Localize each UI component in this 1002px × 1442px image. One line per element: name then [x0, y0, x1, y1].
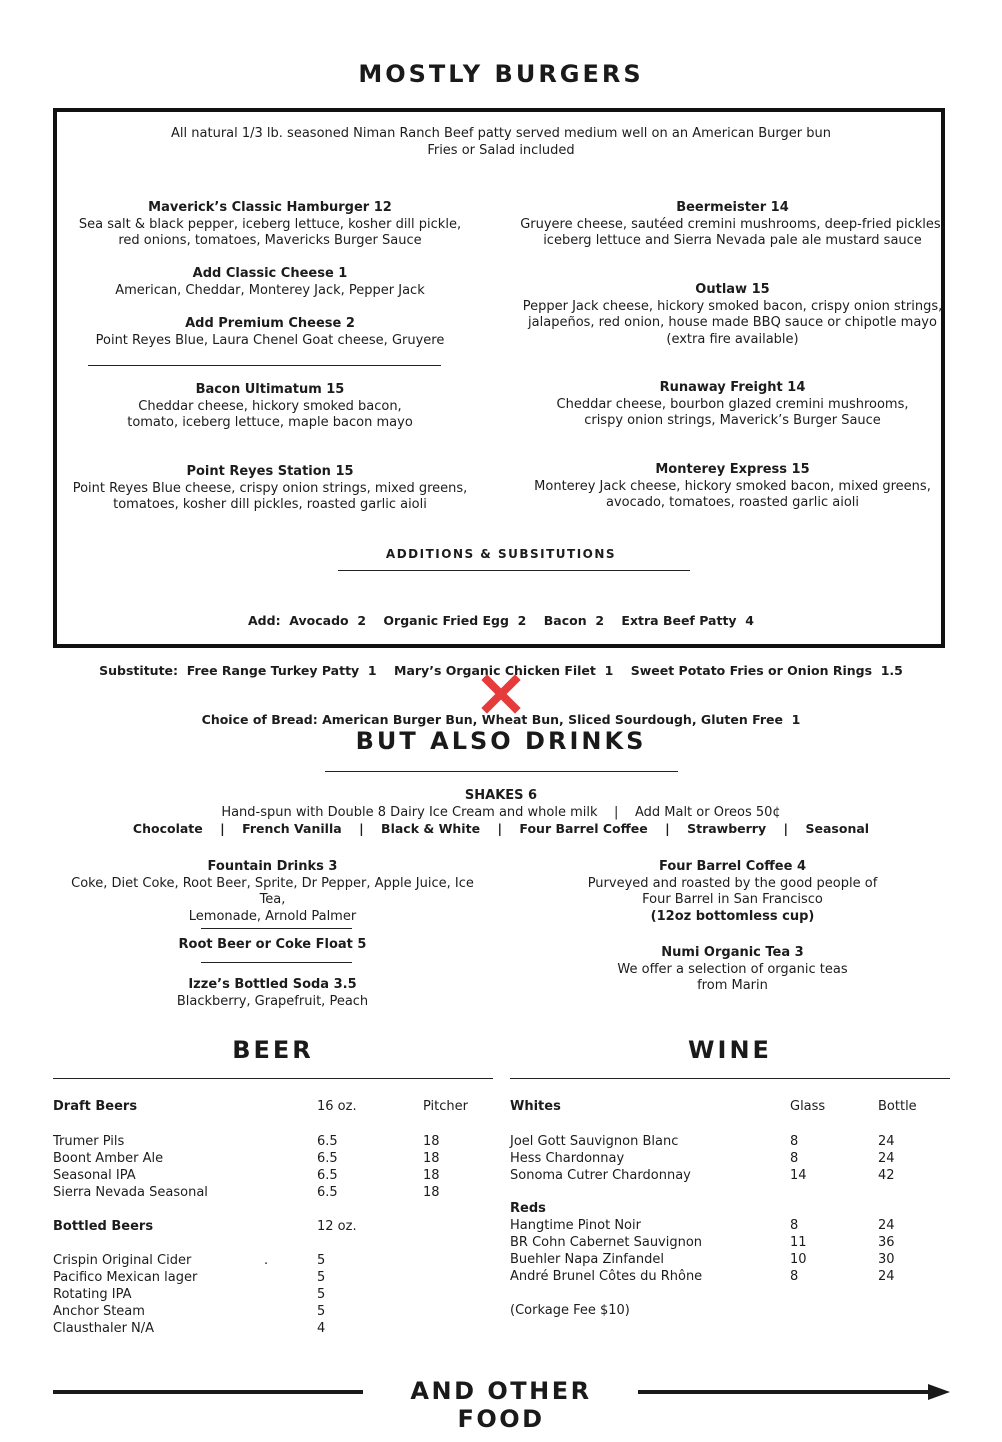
menu-item-desc: (extra fire available)	[666, 331, 799, 347]
table-row	[53, 1286, 493, 1303]
beer-name: Boont Amber Ale	[53, 1151, 164, 1166]
beer-price: 6.5	[317, 1168, 338, 1183]
menu-item-name: Point Reyes Station 15	[186, 464, 354, 479]
table-row	[510, 1133, 950, 1150]
menu-item-name: Add Classic Cheese 1	[192, 266, 348, 281]
menu-item-name: Beermeister 14	[676, 200, 789, 215]
beer-price: 4	[317, 1321, 326, 1336]
burgers-title: MOSTLY BURGERS	[358, 60, 644, 88]
table-row	[510, 1268, 950, 1285]
wine-glass: 8	[790, 1269, 799, 1284]
menu-item-desc: Point Reyes Blue cheese, crispy onion strings, mixed greens,	[72, 480, 468, 496]
beer-price: 6.5	[317, 1185, 338, 1200]
wine-name: Hess Chardonnay	[510, 1151, 625, 1166]
menu-item-desc: Monterey Jack cheese, hickory smoked bacon, mixed greens,	[534, 478, 931, 494]
divider	[53, 1078, 493, 1079]
wine-glass: 8	[790, 1218, 799, 1233]
shakes-flavors: Chocolate | French Vanilla | Black & White | Four Barrel Coffee | Strawberry | Seasonal	[132, 821, 870, 836]
additions-list	[60, 580, 942, 745]
menu-item-desc: tomatoes, kosher dill pickles, roasted garlic aioli	[113, 497, 427, 512]
wine-glass: 8	[790, 1134, 799, 1149]
table-header	[510, 1200, 950, 1217]
table-row	[53, 1320, 493, 1337]
menu-item	[70, 316, 470, 349]
header-cell: Whites	[510, 1099, 561, 1114]
wine-bottle: 36	[878, 1235, 895, 1250]
menu-item-name: Monterey Express 15	[655, 462, 810, 477]
menu-item-name: Izze’s Bottled Soda 3.5	[188, 977, 357, 992]
menu-item-desc: Pepper Jack cheese, hickory smoked bacon, crispy onion strings,	[522, 298, 943, 314]
menu-item	[520, 282, 945, 348]
x-mark-icon	[481, 674, 521, 714]
beer-price: 5	[317, 1270, 326, 1285]
beer-pitcher: 18	[423, 1134, 440, 1149]
beer-name: Crispin Original Cider	[53, 1253, 192, 1268]
table-row	[510, 1167, 950, 1184]
menu-item-name: Root Beer or Coke Float 5	[178, 937, 367, 952]
menu-item-name: Four Barrel Coffee 4	[659, 859, 806, 874]
table-header	[53, 1098, 493, 1115]
divider	[510, 1078, 950, 1079]
menu-item-desc: red onions, tomatoes, Mavericks Burger Sauce	[118, 233, 422, 248]
menu-item-desc: We offer a selection of organic teas	[617, 961, 848, 977]
header-cell: Bottled Beers	[53, 1219, 154, 1234]
header-cell: 12 oz.	[317, 1219, 357, 1234]
burgers-intro	[60, 126, 942, 159]
beer-title: BEER	[232, 1036, 314, 1064]
header-cell: Reds	[510, 1201, 546, 1216]
divider	[325, 771, 678, 772]
beer-price: 6.5	[317, 1134, 338, 1149]
menu-item	[70, 266, 470, 299]
beer-name: Anchor Steam	[53, 1304, 145, 1319]
table-row	[53, 1184, 493, 1201]
table-row	[53, 1252, 493, 1269]
arrow-right-icon	[638, 1382, 950, 1402]
shakes-title: SHAKES 6	[464, 788, 538, 803]
menu-item	[60, 937, 485, 954]
menu-item-note: (12oz bottomless cup)	[650, 908, 815, 924]
additions-substitute: Substitute: Free Range Turkey Patty 1 Mary’s Organic Chicken Filet 1 Sweet Potato Fries or Onion Rings 1.5	[99, 662, 903, 678]
table-row	[510, 1251, 950, 1268]
divider	[201, 962, 352, 963]
menu-item	[520, 945, 945, 995]
table-row	[510, 1302, 950, 1319]
footer-title: AND OTHER FOOD	[410, 1377, 592, 1433]
menu-item	[60, 464, 480, 514]
drinks-title: BUT ALSO DRINKS	[355, 727, 647, 755]
wine-name: Buehler Napa Zinfandel	[510, 1252, 664, 1267]
menu-item	[70, 382, 470, 432]
wine-name: Sonoma Cutrer Chardonnay	[510, 1168, 691, 1183]
additions-add: Add: Avocado 2 Organic Fried Egg 2 Bacon 2 Extra Beef Patty 4	[248, 613, 754, 628]
stray-mark: .	[264, 1253, 269, 1268]
menu-item-desc: Sea salt & black pepper, iceberg lettuce, kosher dill pickle,	[78, 216, 462, 232]
wine-name: Joel Gott Sauvignon Blanc	[510, 1134, 679, 1149]
header-cell: Bottle	[878, 1099, 917, 1114]
header-cell: Glass	[790, 1099, 826, 1114]
wine-glass: 10	[790, 1252, 807, 1267]
additions-title: ADDITIONS & SUBSITUTIONS	[385, 547, 617, 561]
beer-name: Sierra Nevada Seasonal	[53, 1185, 208, 1200]
table-row	[53, 1133, 493, 1150]
footer-rule-left	[53, 1390, 363, 1394]
divider	[338, 570, 690, 571]
beer-pitcher: 18	[423, 1168, 440, 1183]
menu-item	[520, 200, 945, 250]
wine-title: WINE	[688, 1036, 772, 1064]
menu-item-name: Numi Organic Tea 3	[661, 945, 804, 960]
wine-glass: 14	[790, 1168, 807, 1183]
wine-name: Hangtime Pinot Noir	[510, 1218, 641, 1233]
beer-name: Rotating IPA	[53, 1287, 132, 1302]
beer-name: Clausthaler N/A	[53, 1321, 155, 1336]
additions-bread: Choice of Bread: American Burger Bun, Wheat Bun, Sliced Sourdough, Gluten Free 1	[201, 712, 801, 727]
menu-item-desc: Point Reyes Blue, Laura Chenel Goat cheese, Gruyere	[95, 332, 445, 348]
beer-name: Pacifico Mexican lager	[53, 1270, 198, 1285]
divider	[201, 928, 352, 929]
shakes-desc: Hand-spun with Double 8 Dairy Ice Cream and whole milk | Add Malt or Oreos 50¢	[221, 805, 781, 820]
menu-item-name: Maverick’s Classic Hamburger 12	[148, 200, 392, 215]
menu-item-name: Add Premium Cheese 2	[185, 316, 355, 331]
menu-item	[520, 462, 945, 512]
beer-price: 5	[317, 1287, 326, 1302]
menu-item-desc: American, Cheddar, Monterey Jack, Pepper Jack	[115, 282, 425, 298]
table-row	[510, 1217, 950, 1234]
table-row	[510, 1234, 950, 1251]
beer-price: 5	[317, 1304, 326, 1319]
menu-item-name: Bacon Ultimatum 15	[195, 382, 345, 397]
menu-item-desc: Gruyere cheese, sautéed cremini mushrooms, deep-fried pickles,	[520, 216, 945, 232]
table-row	[53, 1303, 493, 1320]
wine-name: BR Cohn Cabernet Sauvignon	[510, 1235, 703, 1250]
beer-price: 5	[317, 1253, 326, 1268]
menu-item-desc: from Marin	[697, 978, 768, 993]
burgers-intro-line1: All natural 1/3 lb. seasoned Niman Ranch Beef patty served medium well on an American Burger bun	[171, 126, 831, 141]
wine-bottle: 24	[878, 1269, 895, 1284]
wine-bottle: 24	[878, 1151, 895, 1166]
menu-item	[70, 200, 470, 250]
menu-item-desc: iceberg lettuce and Sierra Nevada pale ale mustard sauce	[543, 233, 922, 248]
menu-item-desc: Cheddar cheese, hickory smoked bacon,	[138, 398, 402, 414]
menu-item-desc: Four Barrel in San Francisco	[642, 892, 823, 907]
menu-item	[520, 859, 945, 925]
menu-item-desc: avocado, tomatoes, roasted garlic aioli	[605, 495, 860, 510]
wine-table	[510, 1098, 950, 1319]
header-cell: Pitcher	[423, 1099, 468, 1114]
wine-name: André Brunel Côtes du Rhône	[510, 1269, 703, 1284]
wine-glass: 11	[790, 1235, 807, 1250]
wine-bottle: 24	[878, 1218, 895, 1233]
beer-pitcher: 18	[423, 1185, 440, 1200]
menu-item-desc: tomato, iceberg lettuce, maple bacon mayo	[127, 415, 413, 430]
beer-name: Trumer Pils	[53, 1134, 125, 1149]
table-row	[510, 1150, 950, 1167]
menu-item-name: Fountain Drinks 3	[207, 859, 338, 874]
table-header	[53, 1218, 493, 1235]
menu-item-desc: Lemonade, Arnold Palmer	[188, 908, 357, 924]
beer-table	[53, 1098, 493, 1337]
header-cell: Draft Beers	[53, 1099, 138, 1114]
beer-name: Seasonal IPA	[53, 1168, 136, 1183]
menu-item-name: Outlaw 15	[695, 282, 770, 297]
menu-item-desc: Purveyed and roasted by the good people of	[587, 875, 878, 891]
menu-item-desc: Blackberry, Grapefruit, Peach	[176, 993, 369, 1009]
table-row	[53, 1150, 493, 1167]
menu-item-name: Runaway Freight 14	[659, 380, 806, 395]
menu-item	[520, 380, 945, 430]
divider	[88, 365, 441, 366]
beer-pitcher: 18	[423, 1151, 440, 1166]
table-row	[53, 1269, 493, 1286]
table-row	[53, 1167, 493, 1184]
wine-bottle: 24	[878, 1134, 895, 1149]
corkage-fee: (Corkage Fee $10)	[510, 1303, 630, 1318]
wine-glass: 8	[790, 1151, 799, 1166]
beer-price: 6.5	[317, 1151, 338, 1166]
menu-item-desc: Cheddar cheese, bourbon glazed cremini mushrooms,	[556, 396, 909, 412]
burgers-box	[53, 108, 945, 648]
menu-item	[60, 859, 485, 925]
wine-bottle: 30	[878, 1252, 895, 1267]
table-header	[510, 1098, 950, 1115]
menu-item-desc: jalapeños, red onion, house made BBQ sauce or chipotle mayo	[528, 315, 937, 330]
wine-bottle: 42	[878, 1168, 895, 1183]
menu-item-desc: Coke, Diet Coke, Root Beer, Sprite, Dr Pepper, Apple Juice, Ice Tea,	[71, 875, 474, 907]
burgers-intro-line2: Fries or Salad included	[427, 142, 575, 158]
header-cell: 16 oz.	[317, 1099, 357, 1114]
menu-item-desc: crispy onion strings, Maverick’s Burger Sauce	[584, 413, 881, 428]
menu-item	[60, 977, 485, 1010]
